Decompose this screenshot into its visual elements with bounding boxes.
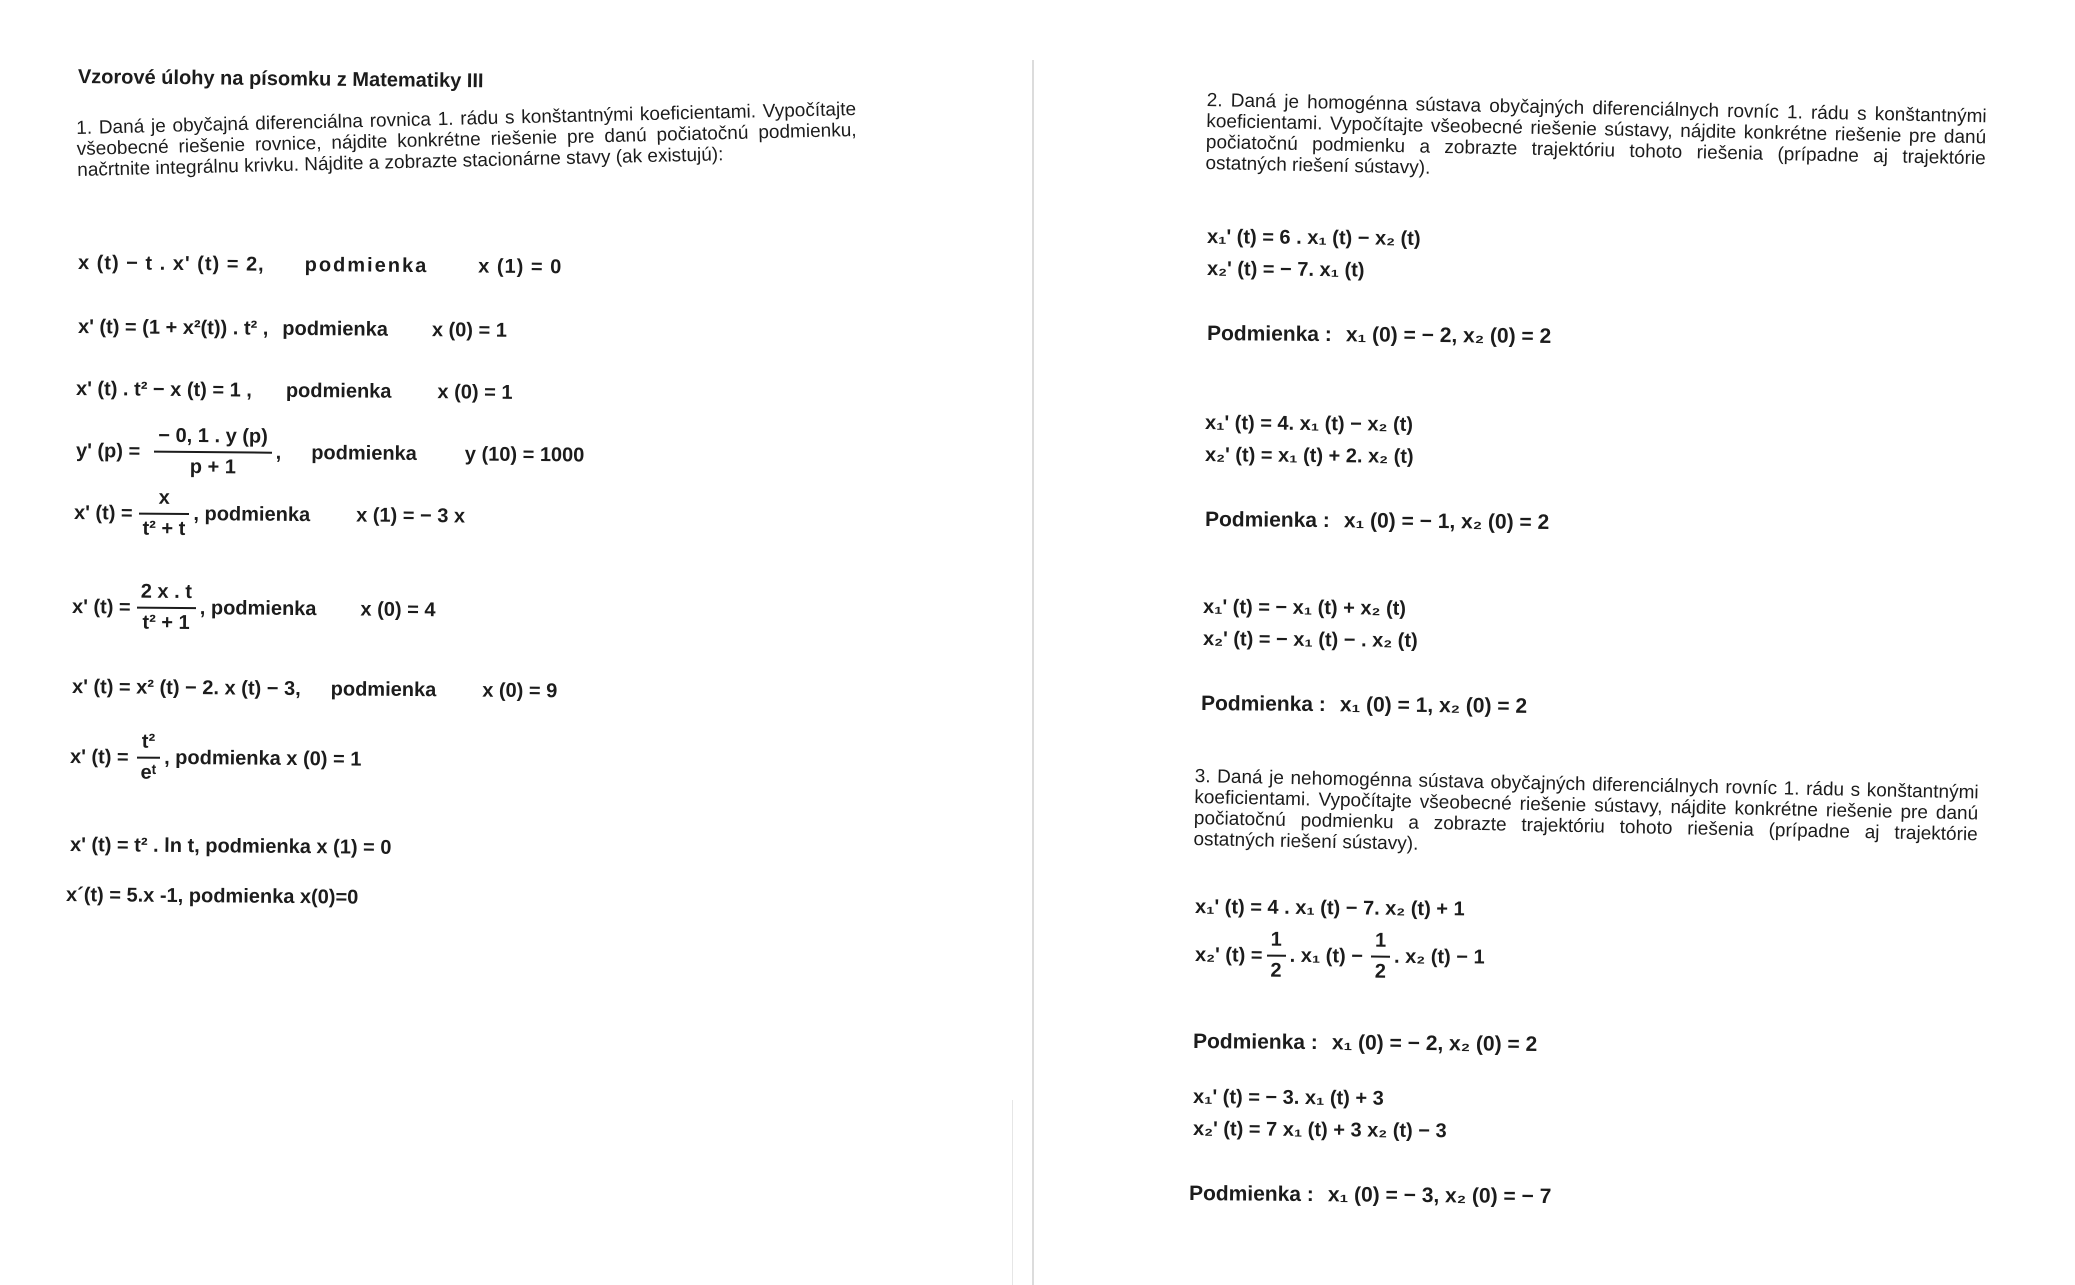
equation-5-denominator: t² + t <box>142 517 186 540</box>
equation-8-fraction <box>136 731 160 785</box>
equation-7-main: x' (t) = x² (t) − 2. x (t) − 3, <box>71 676 301 700</box>
equation-6-lhs: x' (t) = <box>71 595 131 619</box>
equation-4-label: podmienka <box>311 441 417 465</box>
task-2-text: 2. Daná je homogénna sústava obyčajných diferenciálnych rovníc 1. rádu s konštantnými koeficientami. Vypočítajte všeobecné riešenie sústavy, nájdite konkrétne riešenie pre danú počiatočnú podmienku a zobrazte trajektóriu tohoto riešenia (prípadne aj trajektórie ostatných riešení sústavy). <box>1205 90 1987 179</box>
equation-3-main: x' (t) . t² − x (t) = 1 , <box>75 378 252 402</box>
equation-6-numerator: 2 x . t <box>140 580 193 604</box>
system-1-equation-1: x₁' (t) = 6 . x₁ (t) − x₂ (t) <box>1206 226 1421 250</box>
system-3-equation-1: x₁' (t) = − x₁ (t) + x₂ (t) <box>1202 596 1407 620</box>
equation-6-tail: , podmienka <box>199 596 317 620</box>
system-5-equation-1: x₁' (t) = − 3. x₁ (t) + 3 <box>1192 1086 1384 1110</box>
equation-1 <box>78 252 562 279</box>
equation-7 <box>72 676 558 703</box>
equation-4-numerator: − 0, 1 . y (p) <box>158 424 268 448</box>
system-4-fraction-1 <box>1266 929 1286 983</box>
equation-3-label: podmienka <box>285 379 392 403</box>
equation-1-main: x (t) − t . x' (t) = 2, <box>77 252 265 276</box>
equation-4-condition: y (10) = 1000 <box>464 442 585 466</box>
equation-6-condition: x (0) = 4 <box>360 598 436 621</box>
equation-8-lhs: x' (t) = <box>69 745 129 769</box>
equation-6-denominator: t² + 1 <box>142 611 190 635</box>
equation-4-denominator: p + 1 <box>189 455 236 479</box>
equation-2-label: podmienka <box>282 317 388 341</box>
equation-9-main: x' (t) = t² . ln t, podmienka x (1) = 0 <box>69 834 392 859</box>
system-5-condition-label: Podmienka : <box>1188 1182 1314 1207</box>
system-1-condition <box>1207 322 1551 349</box>
system-4-condition <box>1193 1030 1537 1057</box>
equation-10 <box>66 884 359 910</box>
system-4-fraction-1-numerator: 1 <box>1270 928 1282 951</box>
task-3-text: 3. Daná je nehomogénna sústava obyčajných diferenciálnych rovníc 1. rádu s konštantnými koeficientami. Vypočítajte všeobecné riešenie sústavy, nájdite konkrétne riešenie pre danú počiatočnú podmienku a zobrazte trajektóriu tohoto riešenia (prípadne aj trajektórie ostatných riešení sústavy). <box>1193 766 1979 855</box>
system-4-fraction-1-denominator: 2 <box>1270 959 1282 982</box>
equation-1-condition: x (1) = 0 <box>478 255 563 279</box>
equation-6-fraction <box>136 581 196 636</box>
system-4-equation-2-lhs: x₂' (t) = <box>1194 943 1263 967</box>
equation-2-condition: x (0) = 1 <box>431 319 508 342</box>
equation-2 <box>78 316 507 343</box>
system-2-condition <box>1205 508 1549 535</box>
equation-8-numerator: t² <box>141 730 156 753</box>
system-3-condition-value: x₁ (0) = 1, x₂ (0) = 2 <box>1339 693 1528 718</box>
system-2-equation-2: x₂' (t) = x₁ (t) + 2. x₂ (t) <box>1204 444 1414 468</box>
system-3-condition-label: Podmienka : <box>1200 692 1326 717</box>
system-4-equation-2 <box>1195 928 1485 985</box>
equation-5 <box>74 486 466 543</box>
equation-9 <box>70 834 392 860</box>
system-2-equation-1: x₁' (t) = 4. x₁ (t) − x₂ (t) <box>1204 412 1414 436</box>
system-5-condition-value: x₁ (0) = − 3, x₂ (0) = − 7 <box>1327 1183 1552 1209</box>
equation-2-main: x' (t) = (1 + x²(t)) . t² , <box>77 316 269 340</box>
system-1-condition-value: x₁ (0) = − 2, x₂ (0) = 2 <box>1345 323 1552 349</box>
equation-10-main: x´(t) = 5.x -1, podmienka x(0)=0 <box>65 884 359 909</box>
equation-1-label: podmienka <box>304 253 429 278</box>
system-4-fraction-2 <box>1371 930 1391 984</box>
equation-6 <box>72 580 436 637</box>
equation-7-condition: x (0) = 9 <box>482 679 558 703</box>
equation-4-tail: , <box>275 441 282 464</box>
left-page <box>0 0 1035 1285</box>
equation-8 <box>70 730 362 787</box>
system-2-condition-label: Podmienka : <box>1204 508 1330 533</box>
system-4-equation-2-mid: . x₁ (t) − <box>1289 944 1364 967</box>
equation-4-fraction <box>154 425 272 480</box>
equation-5-tail: , podmienka <box>193 502 311 526</box>
system-2-condition-value: x₁ (0) = − 1, x₂ (0) = 2 <box>1343 509 1550 535</box>
system-4-condition-label: Podmienka : <box>1192 1030 1318 1055</box>
equation-4-lhs: y' (p) = <box>75 439 141 463</box>
equation-8-denominator: eᵗ <box>140 761 157 784</box>
equation-5-condition: x (1) = − 3 x <box>356 503 466 527</box>
system-4-equation-2-tail: . x₂ (t) − 1 <box>1393 945 1485 969</box>
system-4-equation-1: x₁' (t) = 4 . x₁ (t) − 7. x₂ (t) + 1 <box>1194 896 1465 921</box>
right-page <box>1035 0 2075 1285</box>
system-3-equation-2: x₂' (t) = − x₁ (t) − . x₂ (t) <box>1202 628 1418 652</box>
system-5-equation-2: x₂' (t) = 7 x₁ (t) + 3 x₂ (t) − 3 <box>1192 1118 1447 1143</box>
document-title: Vzorové úlohy na písomku z Matematiky III <box>77 66 484 93</box>
system-1-condition-label: Podmienka : <box>1206 322 1332 347</box>
equation-3-condition: x (0) = 1 <box>437 381 513 404</box>
task-1-text: 1. Daná je obyčajná diferenciálna rovnica 1. rádu s konštantnými koeficientami. Vypočítajte všeobecné riešenie rovnice, nájdite konkrétne riešenie pre danú počiatočnú podmienku, načrtnite integrálnu krivku. Nájdite a zobrazte stacionárne stavy (ak existujú): <box>76 98 857 181</box>
equation-5-lhs: x' (t) = <box>73 501 133 525</box>
equation-5-numerator: x <box>158 486 170 509</box>
equation-3 <box>76 378 513 405</box>
equation-7-label: podmienka <box>330 678 437 702</box>
system-1-equation-2: x₂' (t) = − 7. x₁ (t) <box>1206 258 1365 282</box>
system-3-condition <box>1201 692 1527 719</box>
system-5-condition <box>1189 1182 1552 1209</box>
equation-5-fraction <box>138 487 189 541</box>
system-4-fraction-2-denominator: 2 <box>1374 960 1387 983</box>
equation-8-tail: , podmienka x (0) = 1 <box>164 746 362 771</box>
equation-4 <box>76 424 585 482</box>
system-4-fraction-2-numerator: 1 <box>1374 929 1387 952</box>
system-4-condition-value: x₁ (0) = − 2, x₂ (0) = 2 <box>1331 1031 1538 1057</box>
